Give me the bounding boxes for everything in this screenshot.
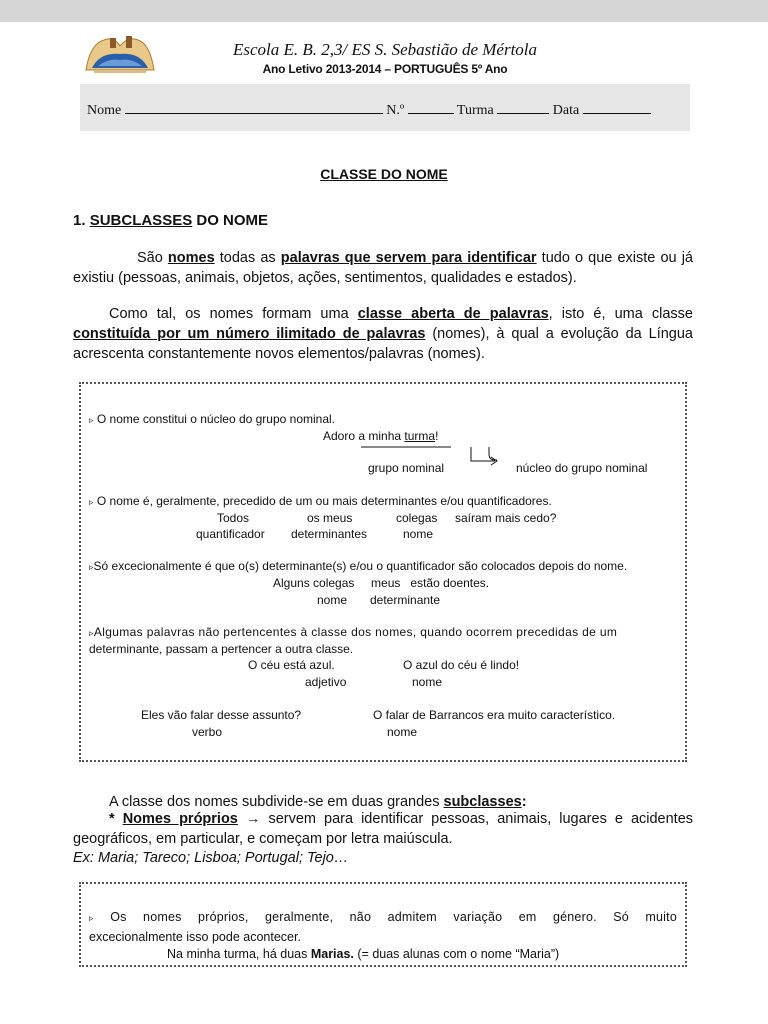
- label-nominal-group: grupo nominal: [368, 461, 445, 475]
- label-nominal-group-nucleus: núcleo do grupo nominal: [516, 461, 648, 475]
- rule-conversion-cont: determinante, passam a pertencer a outra classe.: [89, 642, 354, 656]
- word-sairam: saíram mais cedo?: [455, 511, 557, 525]
- name-label: Nome: [87, 103, 122, 118]
- example-adjective: O céu está azul.: [248, 658, 335, 672]
- page-title: CLASSE DO NOME: [320, 166, 448, 182]
- label-noun: nome: [403, 527, 434, 541]
- number-label: N.º: [386, 103, 405, 118]
- header: [80, 28, 690, 80]
- rule-nucleus: ▹ O nome constitui o núcleo do grupo nominal.: [89, 412, 336, 426]
- section-heading: 1. SUBCLASSES DO NOME: [73, 212, 269, 229]
- label-noun-4: nome: [387, 725, 418, 739]
- rule-gender-cont: excecionalmente isso pode acontecer.: [89, 930, 301, 944]
- class-field[interactable]: [497, 100, 549, 114]
- example-noun-2: O falar de Barrancos era muito característico.: [373, 708, 616, 722]
- paragraph-proper-nouns: * Nomes próprios → servem para identificar pessoas, animais, lugares e acidentes geográficos, em particular, e começam por letra maiúscula.: [73, 811, 694, 847]
- rule-conversion: ▹Algumas palavras não pertencentes à classe dos nomes, quando ocorrem precedidas de um: [89, 625, 618, 639]
- school-year: Ano Letivo 2013-2014 – PORTUGUÊS 5º Ano: [262, 62, 508, 76]
- document-page: [0, 22, 768, 1024]
- paragraph-open-class: Como tal, os nomes formam uma classe aberta de palavras, isto é, uma classe constituída por um número ilimitado de palavras (nomes), à qual a evolução da Língua acrescenta constantemente novos elementos/palavras (nomes).: [73, 306, 694, 362]
- name-field[interactable]: [125, 100, 383, 114]
- label-noun-3: nome: [412, 675, 443, 689]
- label-determiners: determinantes: [291, 527, 368, 541]
- label-verb: verbo: [192, 725, 223, 739]
- rule-gender: ▹ Os nomes próprios, geralmente, não admitem variação em género. Só muito: [89, 910, 677, 924]
- proper-noun-examples: Ex: Maria; Tareco; Lisboa; Portugal; Tejo…: [73, 850, 349, 866]
- proper-noun-box: [79, 882, 687, 967]
- paragraph-subclasses: A classe dos nomes subdivide-se em duas grandes subclasses:: [109, 794, 527, 810]
- label-adjective: adjetivo: [305, 675, 347, 689]
- label-noun-2: nome: [317, 593, 348, 607]
- class-label: Turma: [456, 103, 494, 118]
- word-todos: Todos: [217, 511, 250, 525]
- student-info-bar: [80, 84, 690, 131]
- example-exception: Alguns colegas meus estão doentes.: [273, 576, 490, 590]
- school-name: Escola E. B. 2,3/ ES S. Sebastião de Mértola: [232, 40, 538, 59]
- date-field[interactable]: [583, 100, 651, 114]
- rule-determiners: ▹ O nome é, geralmente, precedido de um ou mais determinantes e/ou quantificadores.: [89, 494, 552, 508]
- label-determiner: determinante: [370, 593, 441, 607]
- word-os-meus: os meus: [307, 511, 353, 525]
- date-label: Data: [552, 103, 580, 118]
- example-noun: O azul do céu é lindo!: [403, 658, 520, 672]
- example-verb: Eles vão falar desse assunto?: [141, 708, 302, 722]
- number-field[interactable]: [408, 100, 454, 114]
- word-colegas: colegas: [396, 511, 438, 525]
- paragraph-definition: São nomes todas as palavras que servem para identificar tudo o que existe ou já existiu (pessoas, animais, objetos, ações, sentimentos, qualidades e estados).: [73, 250, 693, 286]
- rules-box: [79, 382, 687, 762]
- rule-exception: ▹Só excecionalmente é que o(s) determinante(s) e/ou o quantificador são colocados depois do nome.: [89, 559, 628, 573]
- label-quantifier: quantificador: [196, 527, 265, 541]
- example-nucleus: Adoro a minha turma!: [323, 429, 439, 443]
- example-marias: Na minha turma, há duas Marias. (= duas alunas com o nome “Maria”): [167, 947, 560, 961]
